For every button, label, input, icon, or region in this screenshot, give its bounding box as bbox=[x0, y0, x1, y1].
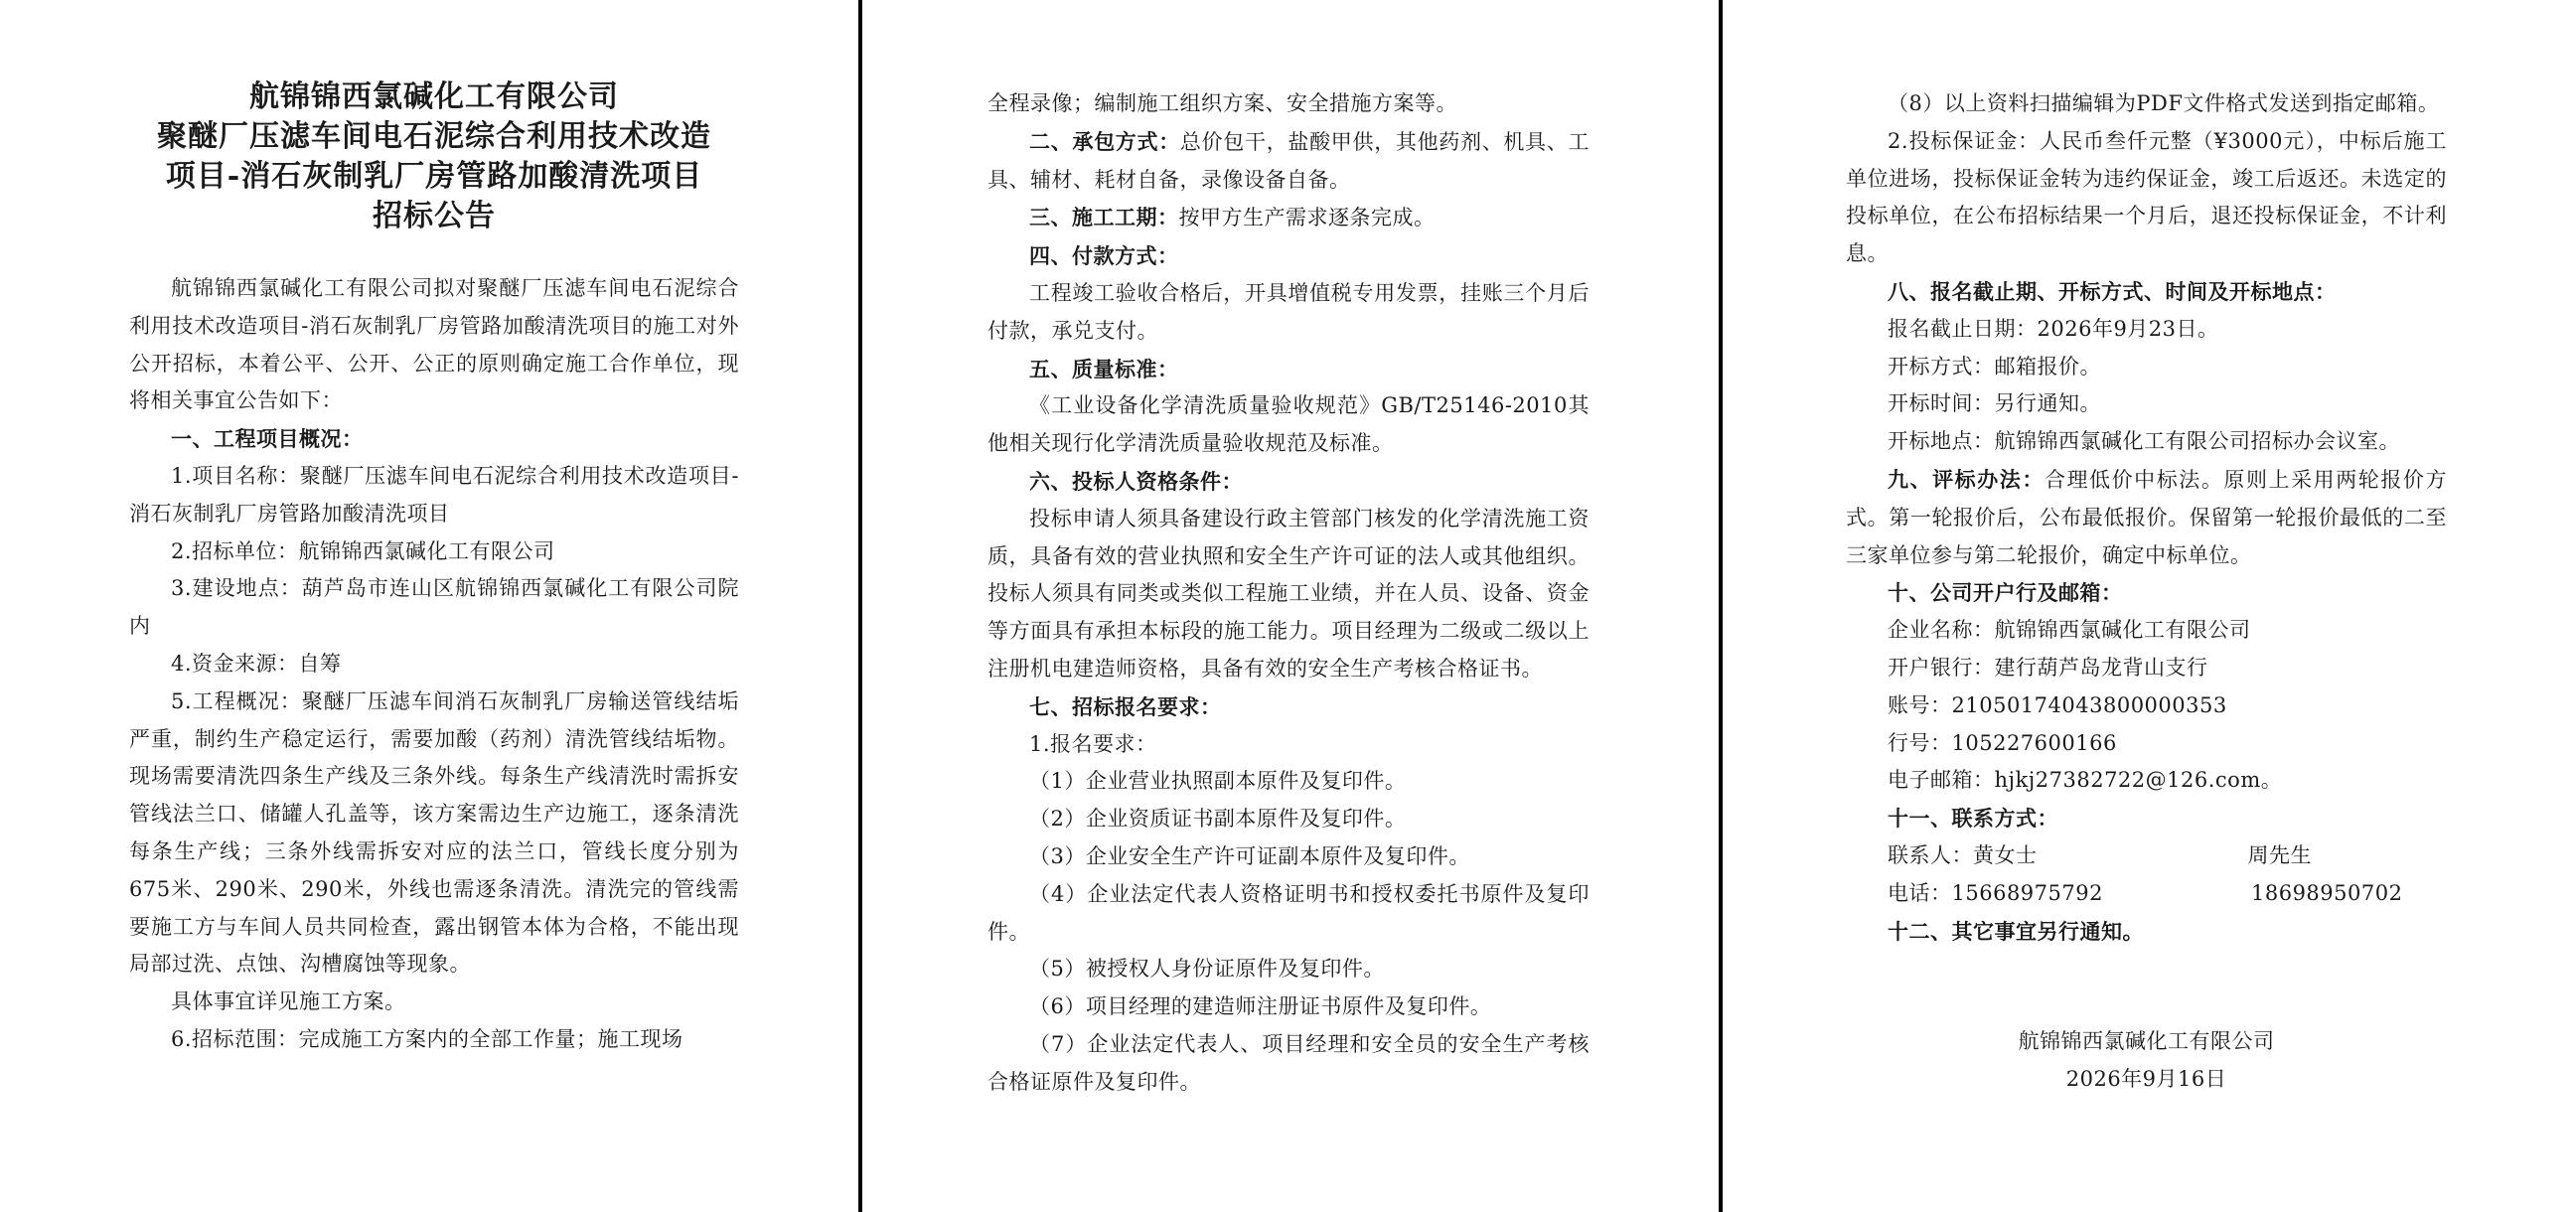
contract-method bbox=[987, 123, 1590, 200]
details-note: 具体事宜详见施工方案。 bbox=[171, 989, 406, 1014]
evaluation-method-text: 合理低价中标法。原则上采用两轮报价方式。第一轮报价后，公布最低报价。保留第一轮报价最低的二至三家单位参与第二轮报价，确定中标单位。 bbox=[1846, 467, 2447, 567]
tender-scope-item: 6.招标范围：完成施工方案内的全部工作量；施工现场 bbox=[171, 1026, 683, 1051]
bid-deposit-text: 2.投标保证金：人民币叁仟元整（¥3000元），中标后施工单位进场，投标保证金转为违约保证金，竣工后返还。未选定的投标单位，在公布招标结果一个月后，退还投标保证金，不计利息。 bbox=[1846, 128, 2447, 266]
section-heading-8: 八、报名截止期、开标方式、时间及开标地点： bbox=[1888, 278, 2337, 304]
evaluation-method bbox=[1846, 461, 2447, 574]
construction-period bbox=[987, 199, 1590, 237]
contract-method-text: 总价包干，盐酸甲供，其他药剂、机具、工具、辅材、耗材自备，录像设备自备。 bbox=[987, 129, 1591, 192]
bid-opening-method: 开标方式：邮箱报价。 bbox=[1888, 354, 2101, 379]
requirement-item: （2）企业资质证书副本原件及复印件。 bbox=[1029, 807, 1407, 832]
construction-period-text: 按甲方生产需求逐条完成。 bbox=[1178, 206, 1436, 230]
section-heading-12: 十二、其它事宜另行通知。 bbox=[1888, 918, 2144, 944]
contact-persons bbox=[1846, 837, 2447, 875]
contact-phones bbox=[1846, 875, 2447, 913]
contact-person-1: 联系人：黄女士 bbox=[1888, 842, 2038, 867]
bidder-qualification-text: 投标申请人须具备建设行政主管部门核发的化学清洗施工资质，具备有效的营业执照和安全生产许可证的法人或其他组织。投标人须具有同类或类似工程施工业绩，并在人员、设备、资金等方面具有承担本标段的施工能力。项目经理为二级或二级以上注册机电建造师资格，具备有效的安全生产考核合格证书。 bbox=[987, 506, 1590, 681]
company-name: 企业名称：航锦锦西氯碱化工有限公司 bbox=[1888, 618, 2251, 643]
document-page-3 bbox=[1723, 0, 2576, 1212]
section-heading-4: 四、付款方式： bbox=[1029, 243, 1179, 269]
intro-paragraph: 航锦锦西氯碱化工有限公司拟对聚醚厂压滤车间电石泥综合利用技术改造项目-消石灰制乳厂房管路加酸清洗项目的施工对外公开招标，本着公平、公开、公正的原则确定施工合作单位，现将相关事宜公告如下： bbox=[129, 276, 739, 413]
document-page-1 bbox=[0, 0, 858, 1212]
document-title bbox=[129, 77, 739, 236]
email-address: 电子邮箱：hjkj27382722@126.com。 bbox=[1888, 768, 2283, 793]
section-heading-10: 十、公司开户行及邮箱： bbox=[1888, 580, 2123, 606]
bank-name: 开户银行：建行葫芦岛龙背山支行 bbox=[1888, 655, 2208, 680]
requirement-item: （8）以上资料扫描编辑为PDF文件格式发送到指定邮箱。 bbox=[1888, 91, 2440, 115]
section-heading-2: 二、承包方式： bbox=[1029, 128, 1180, 154]
tender-unit-item: 2.招标单位：航锦锦西氯碱化工有限公司 bbox=[171, 538, 555, 563]
requirement-item: （5）被授权人身份证原件及复印件。 bbox=[1029, 957, 1385, 982]
document-page-2 bbox=[862, 0, 1719, 1212]
bank-code: 行号：105227600166 bbox=[1888, 730, 2117, 755]
requirement-item: （6）项目经理的建造师注册证书原件及复印件。 bbox=[1029, 994, 1492, 1019]
project-overview-item: 5.工程概况：聚醚厂压滤车间消石灰制乳厂房输送管线结垢严重，制约生产稳定运行，需要加酸（药剂）清洗管线结垢物。现场需要清洗四条生产线及三条外线。每条生产线清洗时需拆安管线法兰口、储罐人孔盖等，该方案需边生产边施工，逐条清洗每条生产线；三条外线需拆安对应的法兰口，管线长度分别为675米、290米、290米，外线也需逐条清洗。清洗完的管线需要施工方与车间人员共同检查，露出钢管本体为合格，不能出现局部过洗、点蚀、沟槽腐蚀等现象。 bbox=[129, 688, 739, 977]
project-name-item: 1.项目名称：聚醚厂压滤车间电石泥综合利用技术改造项目-消石灰制乳厂房管路加酸清洗项目 bbox=[129, 463, 739, 526]
tender-scope-continuation: 全程录像；编制施工组织方案、安全措施方案等。 bbox=[987, 91, 1457, 115]
section-heading-9: 九、评标办法： bbox=[1888, 466, 2045, 492]
signature-date: 2026年9月16日 bbox=[2065, 1067, 2227, 1092]
title-line: 项目-消石灰制乳厂房管路加酸清洗项目 bbox=[165, 159, 703, 194]
location-item: 3.建设地点：葫芦岛市连山区航锦锦西氯碱化工有限公司院内 bbox=[129, 576, 739, 639]
fund-source-item: 4.资金来源：自筹 bbox=[171, 651, 342, 676]
bid-opening-place: 开标地点：航锦锦西氯碱化工有限公司招标办会议室。 bbox=[1888, 429, 2400, 454]
requirement-item: （4）企业法定代表人资格证明书和授权委托书原件及复印件。 bbox=[987, 881, 1590, 944]
payment-method-text: 工程竣工验收合格后，开具增值税专用发票，挂账三个月后付款，承兑支付。 bbox=[987, 280, 1590, 343]
requirement-item: （1）企业营业执照副本原件及复印件。 bbox=[1029, 769, 1407, 794]
requirement-item: （7）企业法定代表人、项目经理和安全员的安全生产考核合格证原件及复印件。 bbox=[987, 1031, 1590, 1094]
section-heading-7: 七、招标报名要求： bbox=[1029, 693, 1222, 719]
account-number: 账号：21050174043800000353 bbox=[1888, 692, 2227, 717]
registration-deadline: 报名截止日期：2026年9月23日。 bbox=[1888, 316, 2219, 341]
section-heading-11: 十一、联系方式： bbox=[1888, 806, 2058, 832]
title-line: 聚醚厂压滤车间电石泥综合利用技术改造 bbox=[157, 119, 711, 154]
section-heading-6: 六、投标人资格条件： bbox=[1029, 468, 1243, 494]
section-heading-1: 一、工程项目概况： bbox=[171, 426, 364, 452]
registration-requirements-heading: 1.报名要求： bbox=[1029, 731, 1157, 756]
title-line: 航锦锦西氯碱化工有限公司 bbox=[249, 79, 619, 114]
contact-phone-2: 18698950702 bbox=[2250, 880, 2403, 905]
requirement-item: （3）企业安全生产许可证副本原件及复印件。 bbox=[1029, 843, 1470, 868]
quality-standard-text: 《工业设备化学清洗质量验收规范》GB/T25146-2010其他相关现行化学清洗质量验收规范及标准。 bbox=[987, 393, 1590, 456]
signature-company: 航锦锦西氯碱化工有限公司 bbox=[2018, 1029, 2275, 1054]
bid-opening-time: 开标时间：另行通知。 bbox=[1888, 391, 2101, 416]
section-heading-3: 三、施工工期： bbox=[1029, 205, 1179, 230]
contact-phone-1: 电话：15668975792 bbox=[1888, 880, 2103, 905]
contact-person-2: 周先生 bbox=[2247, 842, 2312, 867]
title-line: 招标公告 bbox=[373, 199, 496, 233]
section-heading-5: 五、质量标准： bbox=[1029, 356, 1179, 381]
